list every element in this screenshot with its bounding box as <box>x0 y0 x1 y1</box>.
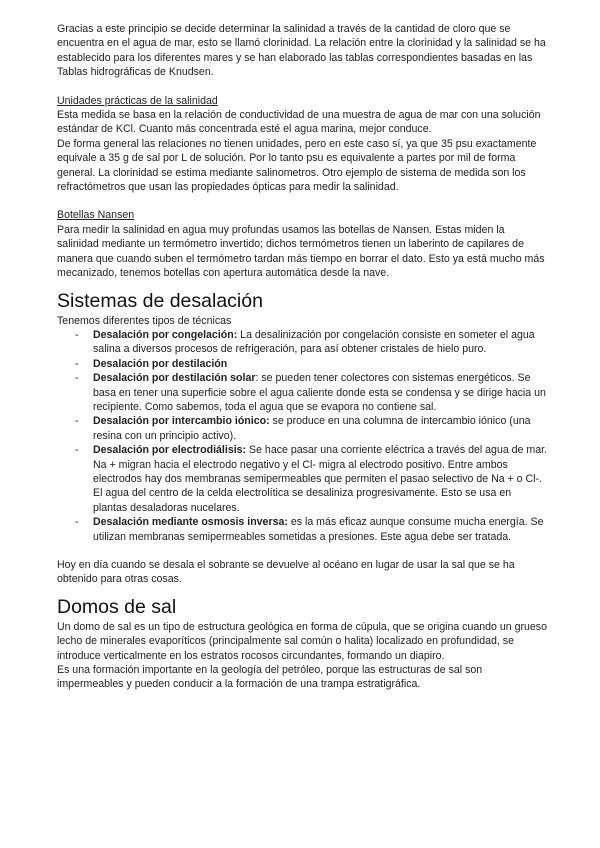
bullet-dash: - <box>75 516 79 529</box>
list-item-text: se produce en una columna de intercambio iónico (una resina con un principio activo). <box>93 415 531 442</box>
desalacion-list <box>57 328 547 544</box>
units-paragraph-1: Esta medida se basa en la relación de conductividad de una muestra de agua de mar con una solución estándar de KCl. Cuanto más concentrada esté el agua marina, mejor conduce. <box>57 109 541 136</box>
list-item-term: Desalación por congelación: <box>93 328 238 341</box>
units-paragraph-2: De forma general las relaciones no tienen unidades, pero en este caso sí, ya que 35 psu exactamente equivale a 35 g de sal por L de solución. Por lo tanto psu es equivalente a partes por mil de forma general. La clorinidad se estima mediante salinometros. Otro ejemplo de sistema de medida son los refractómetros que usan las propiedades ópticas para medir la salinidad. <box>57 137 537 194</box>
document-page <box>57 22 547 692</box>
intro-paragraph: Gracias a este principio se decide determinar la salinidad a través de la cantidad de cloro que se encuentra en el agua de mar, esto se llamó clorinidad. La relación entre la clorinidad y la salinidad se ha establecido para los diferentes mares y se han elaborado las tablas correspondientes basadas en las Tablas hidrográficas de Knudsen. <box>57 23 546 79</box>
list-item-text: Se hace pasar una corriente eléctrica a través del agua de mar. Na + migran hacia el electrodo negativo y el Cl- migra al electrodo positivo. Entre ambos electrodos hay dos membranas semipermeables que permiten el pasao selectivo de Na + o Cl-. El agua del centro de la celda electrolítica se desaliniza progresivamente. Esto se usa en plantas desaladoras nucelares. <box>93 444 547 514</box>
desalacion-closing: Hoy en día cuando se desala el sobrante se devuelve al océano en lugar de usar la sal que se ha obtenido para otras cosas. <box>57 559 515 586</box>
bullet-dash: - <box>75 357 79 370</box>
bullet-dash: - <box>75 415 79 428</box>
nansen-paragraph: Para medir la salinidad en agua muy profundas usamos las botellas de Nansen. Estas miden la salinidad mediante un termómetro invertido; dichos termómetros tienen un laberinto de capilares de manera que cuando suben el termómetro tardan más tiempo en borrar el dato. Esto ya está mucho más mecanizado, tenemos botellas con apertura automática desde la nave. <box>57 223 545 280</box>
bullet-dash: - <box>75 372 79 385</box>
list-item-term: Desalación por destilación solar <box>93 372 256 385</box>
list-item-text: : se pueden tener colectores con sistemas energéticos. Se basa en tener una superficie sobre el agua caliente donde esta se condensa y se dirige hacia un recipiente. Como sabemos, toda el agua que se evapora no contiene sal. <box>93 372 546 413</box>
domos-paragraph-2: Es una formación importante en la geología del petróleo, porque las estructuras de sal son impermeables y pueden conducir a la formación de una trampa estratigráfica. <box>57 664 483 691</box>
units-heading: Unidades prácticas de la salinidad <box>57 94 218 107</box>
domos-title: Domos de sal <box>57 595 177 618</box>
list-item <box>57 371 547 414</box>
list-item-term: Desalación por intercambio iónico: <box>93 415 270 428</box>
list-item <box>57 328 547 357</box>
domos-paragraph-1: Un domo de sal es un tipo de estructura geológica en forma de cúpula, que se origina cuando un grueso lecho de minerales evaporíticos (principalmente sal común o halita) localizado en profundidad, se introduce verticalmente en los estratos rocosos circundantes, formando un diapiro. <box>57 620 547 662</box>
list-item-term: Desalación por destilación <box>93 357 228 370</box>
desalacion-intro: Tenemos diferentes tipos de técnicas <box>57 314 232 327</box>
list-item-term: Desalación por electrodiálisis: <box>93 444 247 457</box>
list-item <box>57 357 547 371</box>
list-item <box>57 414 547 443</box>
list-item-text: La desalinización por congelación consiste en someter el agua salina a diversos procesos de refrigeración, para así obtener cristales de hielo puro. <box>93 328 535 356</box>
nansen-heading: Botellas Nansen <box>57 209 135 222</box>
desalacion-title: Sistemas de desalación <box>57 289 263 312</box>
bullet-dash: - <box>75 328 79 341</box>
list-item-text: es la más eficaz aunque consume mucha energía. Se utilizan membranas semipermeables sometidas a presiones. Este agua debe ser tratada. <box>93 516 544 543</box>
bullet-dash: - <box>75 444 79 457</box>
list-item <box>57 443 547 515</box>
list-item <box>57 515 547 544</box>
list-item-term: Desalación mediante osmosis inversa: <box>93 516 288 529</box>
